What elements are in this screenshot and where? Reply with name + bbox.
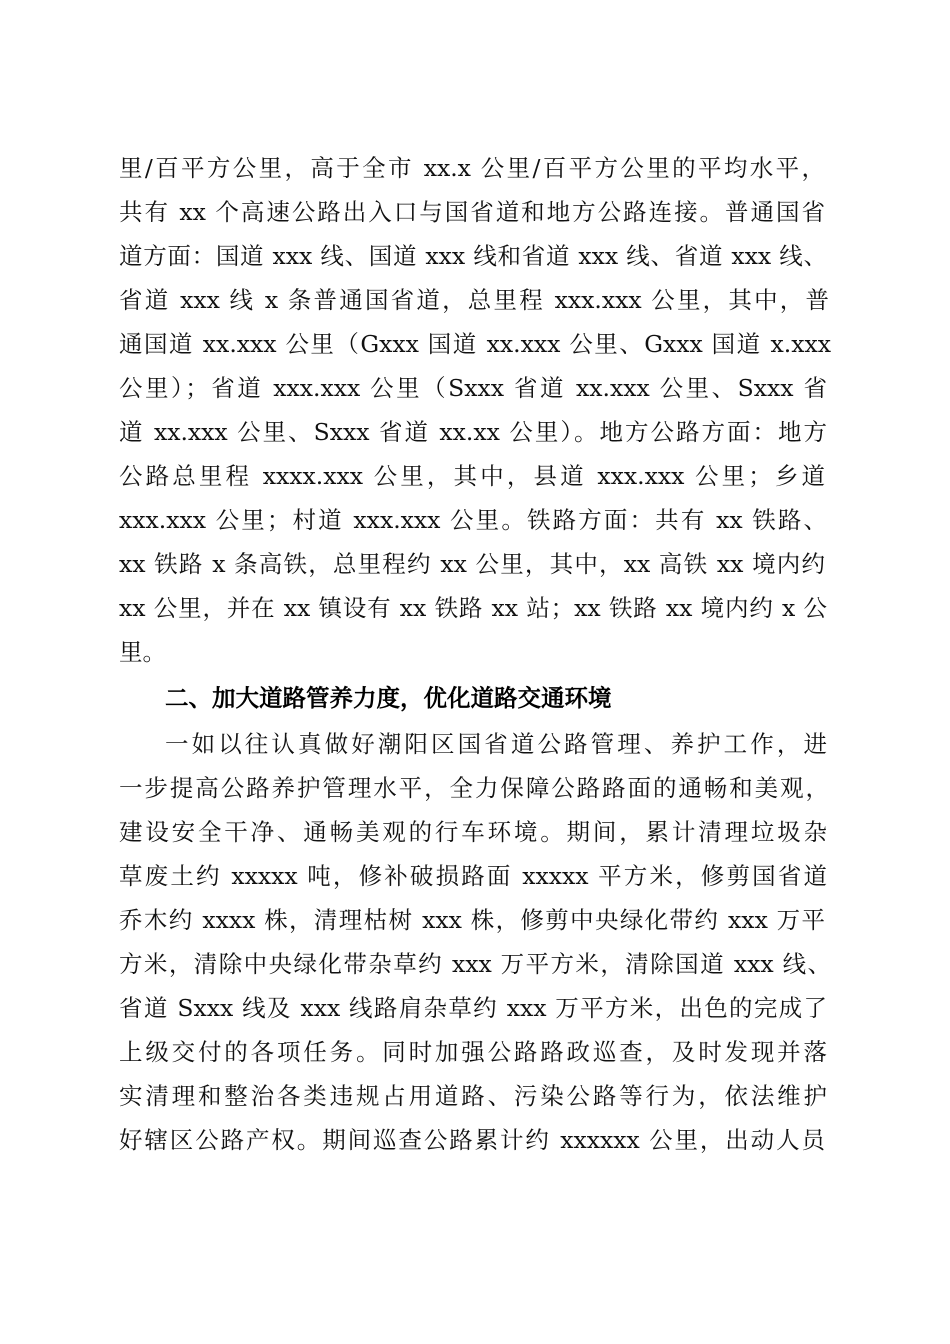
paragraph-line: 道 xx.xxx 公里、Sxxx 省道 xx.xx 公里）。地方公路方面：地方 xyxy=(119,418,827,446)
paragraph-line: 通国道 xx.xxx 公里（Gxxx 国道 xx.xxx 公里、Gxxx 国道 x.xxx xyxy=(119,330,831,358)
paragraph-line: 上级交付的各项任务。同时加强公路路政巡查，及时发现并落 xyxy=(119,1038,827,1066)
paragraph-line: 里/百平方公里，高于全市 xx.x 公里/百平方公里的平均水平， xyxy=(119,154,825,182)
paragraph-line: 一如以往认真做好潮阳区国省道公路管理、养护工作，进 xyxy=(165,730,827,758)
paragraph-line: xx 铁路 x 条高铁，总里程约 xx 公里，其中，xx 高铁 xx 境内约 xyxy=(119,550,825,578)
paragraph-line: 道方面：国道 xxx 线、国道 xxx 线和省道 xxx 线、省道 xxx 线、 xyxy=(119,242,827,270)
paragraph-line: 里。 xyxy=(119,638,166,666)
paragraph-line: 好辖区公路产权。期间巡查公路累计约 xxxxxx 公里，出动人员 xyxy=(119,1126,825,1154)
paragraph-line: 公里）；省道 xxx.xxx 公里（Sxxx 省道 xx.xxx 公里、Sxxx 省 xyxy=(119,374,827,402)
paragraph-line: 公路总里程 xxxx.xxx 公里，其中，县道 xxx.xxx 公里；乡道 xyxy=(119,462,825,490)
paragraph-line: 实清理和整治各类违规占用道路、污染公路等行为，依法维护 xyxy=(119,1082,827,1110)
paragraph-line: xxx.xxx 公里；村道 xxx.xxx 公里。铁路方面：共有 xx 铁路、 xyxy=(119,506,827,534)
paragraph-line: 一步提高公路养护管理水平，全力保障公路路面的通畅和美观， xyxy=(119,774,829,802)
paragraph-line: 省道 Sxxx 线及 xxx 线路肩杂草约 xxx 万平方米，出色的完成了 xyxy=(119,994,827,1022)
paragraph-line: 建设安全干净、通畅美观的行车环境。期间，累计清理垃圾杂 xyxy=(119,818,827,846)
paragraph-line: 方米，清除中央绿化带杂草约 xxx 万平方米，清除国道 xxx 线、 xyxy=(119,950,831,978)
paragraph-line: 乔木约 xxxx 株，清理枯树 xxx 株，修剪中央绿化带约 xxx 万平 xyxy=(119,906,825,934)
section-heading: 二、加大道路管养力度，优化道路交通环境 xyxy=(165,684,612,712)
paragraph-line: 草废土约 xxxxx 吨，修补破损路面 xxxxx 平方米，修剪国省道 xyxy=(119,862,827,890)
paragraph-line: 共有 xx 个高速公路出入口与国省道和地方公路连接。普通国省 xyxy=(119,198,825,226)
paragraph-line: xx 公里，并在 xx 镇设有 xx 铁路 xx 站；xx 铁路 xx 境内约 x 公 xyxy=(119,594,827,622)
paragraph-line: 省道 xxx 线 x 条普通国省道，总里程 xxx.xxx 公里，其中，普 xyxy=(119,286,829,314)
